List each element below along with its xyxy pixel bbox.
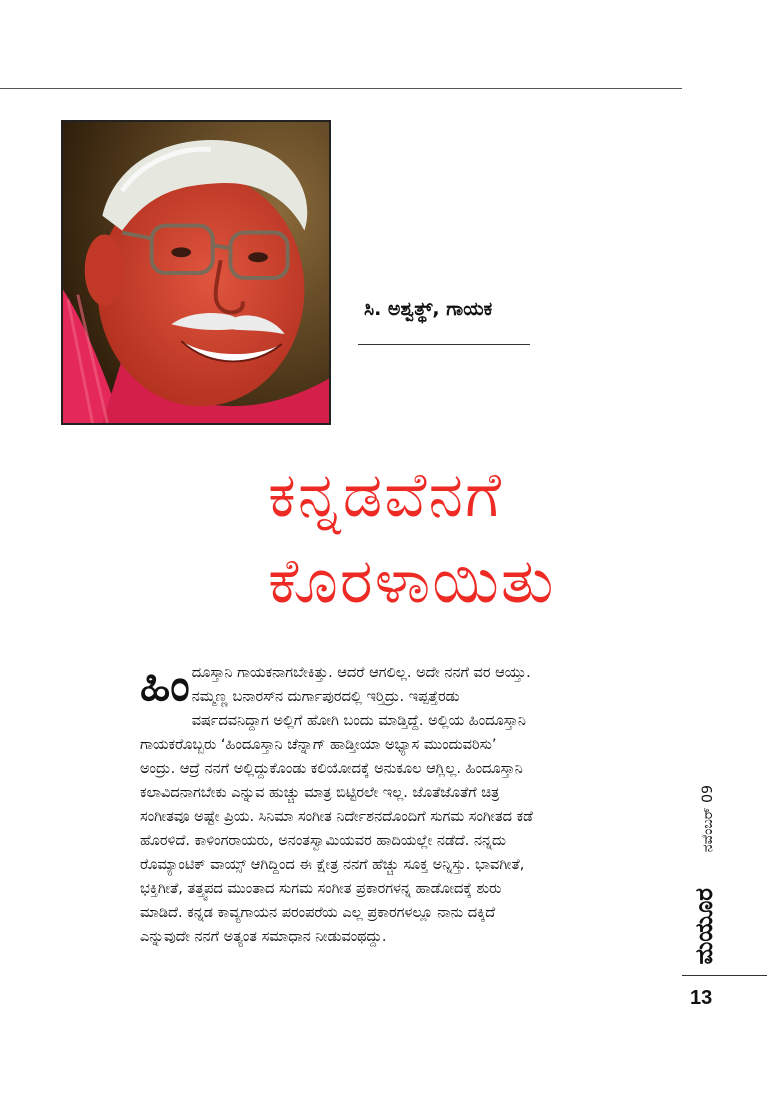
drop-cap: ಹಿಂ	[140, 660, 190, 711]
article-line: ಸಂಗೀತವೂ ಅಷ್ಟೇ ಪ್ರಿಯ. ಸಿನಿಮಾ ಸಂಗೀತ ನಿರ್ದೇಶನದೊಂದಿಗೆ ಸುಗಮ ಸಂಗೀತದ ಕಡೆ	[140, 809, 533, 825]
article-line: ಹೊರಳಿದೆ. ಕಾಳಿಂಗರಾಯರು, ಅನಂತಸ್ವಾಮಿಯವರ ಹಾದಿಯಲ್ಲೇ ನಡೆದೆ. ನನ್ನದು	[140, 833, 507, 849]
headline-line-1: ಕನ್ನಡವೆನಗೆ	[268, 458, 504, 531]
footer-rule	[682, 975, 767, 976]
portrait-photo	[61, 120, 331, 425]
page-number: 13	[690, 987, 713, 1009]
portrait-illustration	[63, 122, 329, 423]
article-line: ಅಂದ್ರು. ಆದ್ರೆ ನನಗೆ ಅಲ್ಲಿದ್ದುಕೊಂಡು ಕಲಿಯೋದಕ್ಕೆ ಅನುಕೂಲ ಆಗ್ಲಿಲ್ಲ. ಹಿಂದೂಸ್ತಾನಿ	[140, 761, 523, 777]
byline: ಸಿ. ಅಶ್ವತ್ಥ್, ಗಾಯಕ	[364, 298, 493, 320]
magazine-name: ಮಯೂರ	[690, 888, 718, 965]
article-line: ದೂಸ್ತಾನಿ ಗಾಯಕನಾಗಬೇಕಿತ್ತು. ಆದರೆ ಆಗಲಿಲ್ಲ. ಅದೇ ನನಗೆ ವರ ಆಯ್ತು.	[191, 665, 531, 681]
article-line: ರೊಮ್ಯಾಂಟಿಕ್ ವಾಯ್ಸ್ ಆಗಿದ್ದಿಂದ ಈ ಕ್ಷೇತ್ರ ನನಗೆ ಹೆಚ್ಚು ಸೂಕ್ತ ಅನ್ನಿಸ್ತು. ಭಾವಗೀತೆ,	[140, 857, 525, 873]
article-line: ನಮ್ಮಣ್ಣ ಬನಾರಸ್‍ನ ದುರ್ಗಾಪುರದಲ್ಲಿ ಇರ್‍ತಿದ್ರು. ಇಪ್ಪತ್ತೆರಡು	[191, 689, 460, 705]
top-rule	[0, 88, 682, 89]
article-line: ಮಾಡಿದೆ. ಕನ್ನಡ ಕಾವ್ಯಗಾಯನ ಪರಂಪರೆಯ ಎಲ್ಲ ಪ್ರಕಾರಗಳಲ್ಲೂ ನಾನು ದಕ್ಕಿದೆ	[140, 905, 496, 921]
article-line: ಗಾಯಕರೊಬ್ಬರು ‘ಹಿಂದೂಸ್ತಾನಿ ಚೆನ್ನಾಗ್ ಹಾಡ್ತೀಯಾ ಅಭ್ಯಾಸ ಮುಂದುವರಿಸು’	[140, 737, 497, 753]
article-line: ಕಲಾವಿದನಾಗಬೇಕು ಎನ್ನುವ ಹುಚ್ಚು ಮಾತ್ರ ಬಿಟ್ಟಿರಲೇ ಇಲ್ಲ. ಜೊತೆಜೊತೆಗೆ ಚಿತ್ರ	[140, 785, 500, 801]
byline-rule	[358, 344, 530, 345]
article-line: ವರ್ಷದವನಿದ್ದಾಗ ಅಲ್ಲಿಗೆ ಹೋಗಿ ಬಂದು ಮಾಡ್ತಿದ್ದೆ. ಅಲ್ಲಿಯ ಹಿಂದೂಸ್ತಾನಿ	[191, 713, 526, 729]
article-line: ಭಕ್ತಿಗೀತೆ, ತತ್ತ್ವಪದ ಮುಂತಾದ ಸುಗಮ ಸಂಗೀತ ಪ್ರಕಾರಗಳನ್ನ ಹಾಡೋದಕ್ಕೆ ಶುರು	[140, 881, 502, 897]
headline	[268, 452, 668, 624]
issue-date: ನವೆಂಬರ್ 09	[700, 785, 716, 853]
article-body	[140, 661, 660, 949]
headline-line-2: ಕೊರಳಾಯಿತು	[268, 544, 556, 617]
article-line: ಎನ್ನುವುದೇ ನನಗೆ ಅತ್ಯಂತ ಸಮಾಧಾನ ನೀಡುವಂಥದ್ದು.	[140, 929, 387, 945]
